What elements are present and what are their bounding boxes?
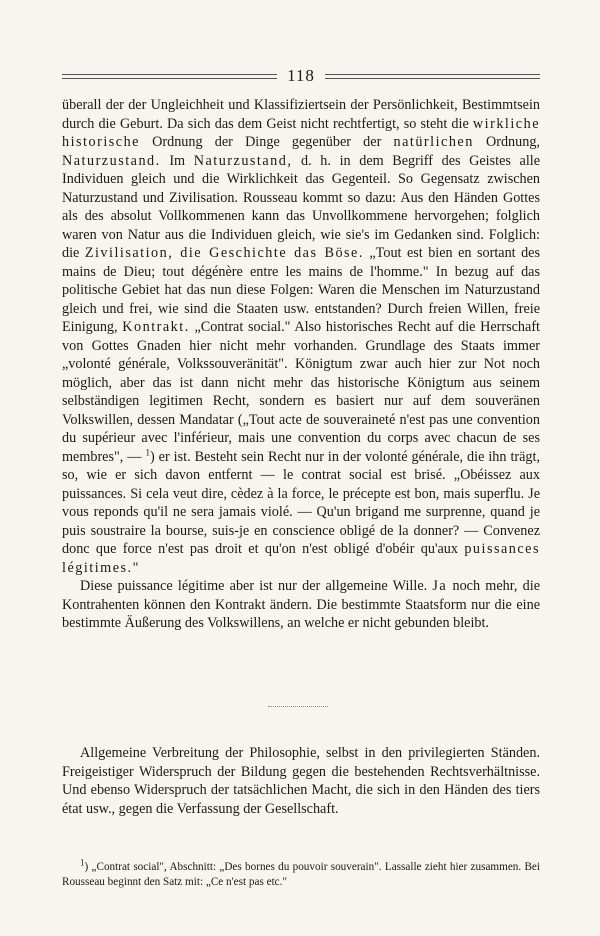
emphasis: Zivilisation, die Geschichte das Böse. — [84, 245, 364, 261]
section-separator — [268, 706, 328, 707]
emphasis: Naturzustand. — [62, 152, 161, 169]
footnote-body: ) „Contrat social", Abschnitt: „Des bornes du pouvoir souverain". Lassalle zieht hier zusammen. Bei Rousseau beginnt den Satz mit: „Ce n'est pas etc." — [62, 861, 540, 888]
emphasis: puissances légitimes. — [62, 541, 540, 576]
text-run: Diese puissance légitime aber ist nur der allgemeine Wille. — [80, 578, 433, 594]
text-run: Ordnung der Dinge gegenüber der — [139, 134, 394, 150]
header-rule-right — [325, 74, 540, 79]
text-run: " — [132, 559, 139, 576]
page-header — [62, 66, 540, 86]
paragraph-rousseau — [62, 96, 540, 577]
text-run: noch mehr, die Kontrahenten können den Kontrakt ändern. Die bestimmte Staatsform nur die eine bestimmte Äußerung des Volkswillens, an welche er nicht gebunden bleibt. — [62, 578, 540, 631]
footnote — [62, 857, 540, 890]
emphasis: wirkliche historische — [62, 115, 540, 150]
footnote-mark: 1 — [80, 857, 85, 868]
emphasis: natürlichen — [393, 134, 474, 150]
page-number: 118 — [287, 66, 315, 85]
section-summary — [62, 744, 540, 818]
text-run: überall der der Ungleichheit und Klassifiziertsein der Persönlichkeit, Bestimmtsein durch die Geburt. Da sich das dem Geist nicht rechtfertigt, so steht die — [62, 97, 540, 132]
text-run: ) er ist. Besteht sein Recht nur in der volonté générale, die ihn trägt, so, wie er sich davon entfernt — le contrat social est brisé. „Obéissez aux puissances. Si cela veut dire, cèdez à la force, le précepte est bon, mais superflu. Je vous reponds qu'il ne sera jamais violé. — Qu'un brigand me surprenne, quand je puis soustraire la bourse, suis-je en conscience obligé de la donner? — Convenez donc que force n'est pas droit et qu'on n'est obligé d'obéir qu'aux — [62, 448, 541, 557]
footnote-text — [62, 857, 540, 890]
text-run: „Tout est bien en sortant des mains de Dieu; tout dégénère entre les mains de l'homme." In bezug auf das politische Gebiet hat das nun diese Folgen: Waren die Menschen im Naturzustand gleich und frei, wie sind die Staaten usw. entstanden? Durch freien Willen, freie Einigung, — [62, 245, 540, 335]
text-run: Im — [160, 152, 194, 169]
emphasis: Naturzustand, — [193, 152, 293, 169]
paragraph-puissance — [62, 577, 540, 633]
emphasis: Kontrakt. — [122, 319, 190, 335]
summary-paragraph: Allgemeine Verbreitung der Philosophie, selbst in den privilegierten Ständen. Freigeistiger Widerspruch der Bildung gegen die bestehenden Rechtsverhältnisse. Und ebenso Widerspruch der tatsächlichen Macht, die sich in den Händen des tiers état usw., gegen die Verfassung der Gesellschaft. — [62, 745, 540, 817]
main-text — [62, 96, 540, 633]
footnote-ref[interactable]: 1 — [145, 446, 150, 457]
header-rule-left — [62, 74, 277, 79]
text-run: Ordnung, — [473, 134, 540, 150]
text-run: d. h. in dem Begriff des Geistes alle Individuen gleich und die Wirklichkeit das Gegenteil. So Gegensatz zwischen Naturzustand und Zivilisation. Rousseau kommt so dazu: Aus den Händen Gottes als des absolut Vollkommenen kann das Unvollkommene hervorgehen; folglich waren von Natur aus die Individuen gleich, wie sie's im Gedanken sind. Folglich: die — [62, 152, 540, 261]
text-run: „Contrat social." Also historisches Recht auf die Herrschaft von Gottes Gnaden hier nicht mehr vorhanden. Grundlage des Staats immer „volonté générale, Volkssouveränität". Königtum zwar auch hier zur Not noch möglich, aber das ist dann nicht mehr das historische Königtum aus seinem selbständigen legitimen Recht, sondern es basiert nur auf dem souveränen Volkswillen, dessen Mandatar („Tout acte de souveraineté n'est pas une convention du supérieur avec l'inférieur, mais une convention du corps avec chacun de ses membres", — — [62, 319, 540, 465]
emphasis: Ja — [432, 578, 448, 594]
